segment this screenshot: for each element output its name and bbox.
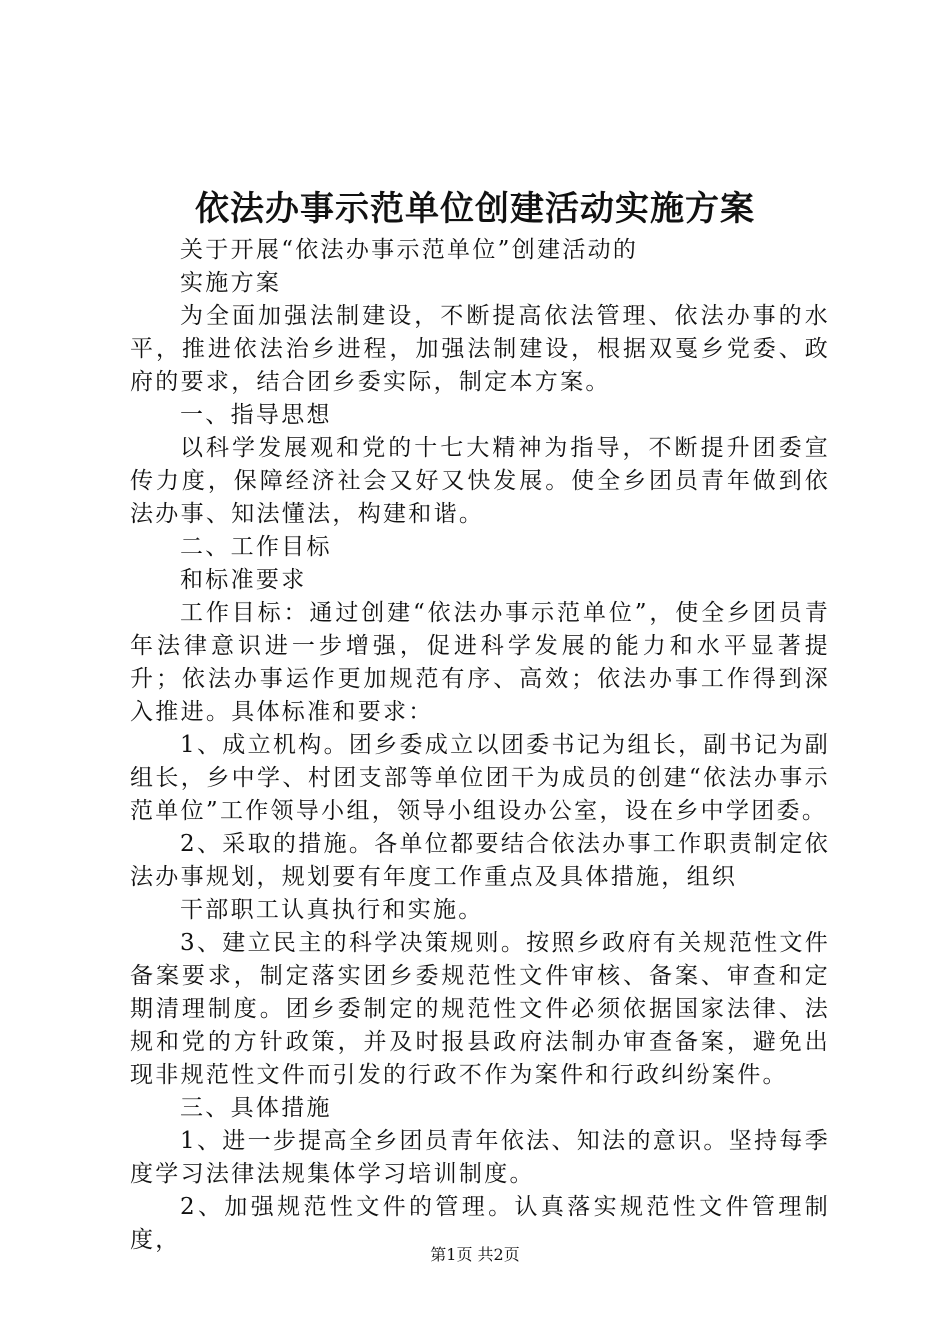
- paragraph-3: 为全面加强法制建设，不断提高依法管理、依法办事的水平，推进依法治乡进程，加强法制建设，根据双戛乡党委、政府的要求，结合团乡委实际，制定本方案。: [130, 303, 830, 395]
- paragraph-12: 3、建立民主的科学决策规则。按照乡政府有关规范性文件备案要求，制定落实团乡委规范性文件审核、备案、审查和定期清理制度。团乡委制定的规范性文件必须依据国家法律、法规和党的方针政策，并及时报县政府法制办审查备案，避免出现非规范性文件而引发的行政不作为案件和行政纠纷案件。: [130, 930, 830, 1088]
- paragraph-9: 1、成立机构。团乡委成立以团委书记为组长，副书记为副组长，乡中学、村团支部等单位团干为成员的创建“依法办事示范单位”工作领导小组，领导小组设办公室，设在乡中学团委。: [130, 732, 830, 824]
- paragraph-1: 关于开展“依法办事示范单位”创建活动的: [180, 237, 639, 263]
- paragraph-7: 和标准要求: [180, 567, 307, 593]
- paragraph-2: 实施方案: [180, 270, 282, 296]
- document-title: 依法办事示范单位创建活动实施方案: [195, 189, 755, 229]
- document-body: [130, 234, 830, 1257]
- paragraph-13: 三、具体措施: [180, 1095, 332, 1121]
- paragraph-4: 一、指导思想: [180, 402, 332, 428]
- paragraph-6: 二、工作目标: [180, 534, 332, 560]
- paragraph-14: 1、进一步提高全乡团员青年依法、知法的意识。坚持每季度学习法律法规集体学习培训制度。: [130, 1128, 830, 1187]
- paragraph-10: 2、采取的措施。各单位都要结合依法办事工作职责制定依法办事规划，规划要有年度工作重点及具体措施，组织: [130, 831, 830, 890]
- paragraph-11: 干部职工认真执行和实施。: [180, 897, 484, 923]
- paragraph-15: 2、加强规范性文件的管理。认真落实规范性文件管理制度，: [130, 1194, 830, 1253]
- paragraph-5: 以科学发展观和党的十七大精神为指导，不断提升团委宣传力度，保障经济社会又好又快发展。使全乡团员青年做到依法办事、知法懂法，构建和谐。: [130, 435, 830, 527]
- page-number: 第1页 共2页: [430, 1245, 520, 1264]
- paragraph-8: 工作目标：通过创建“依法办事示范单位”，使全乡团员青年法律意识进一步增强，促进科学发展的能力和水平显著提升；依法办事运作更加规范有序、高效；依法办事工作得到深入推进。具体标准和要求：: [130, 600, 830, 725]
